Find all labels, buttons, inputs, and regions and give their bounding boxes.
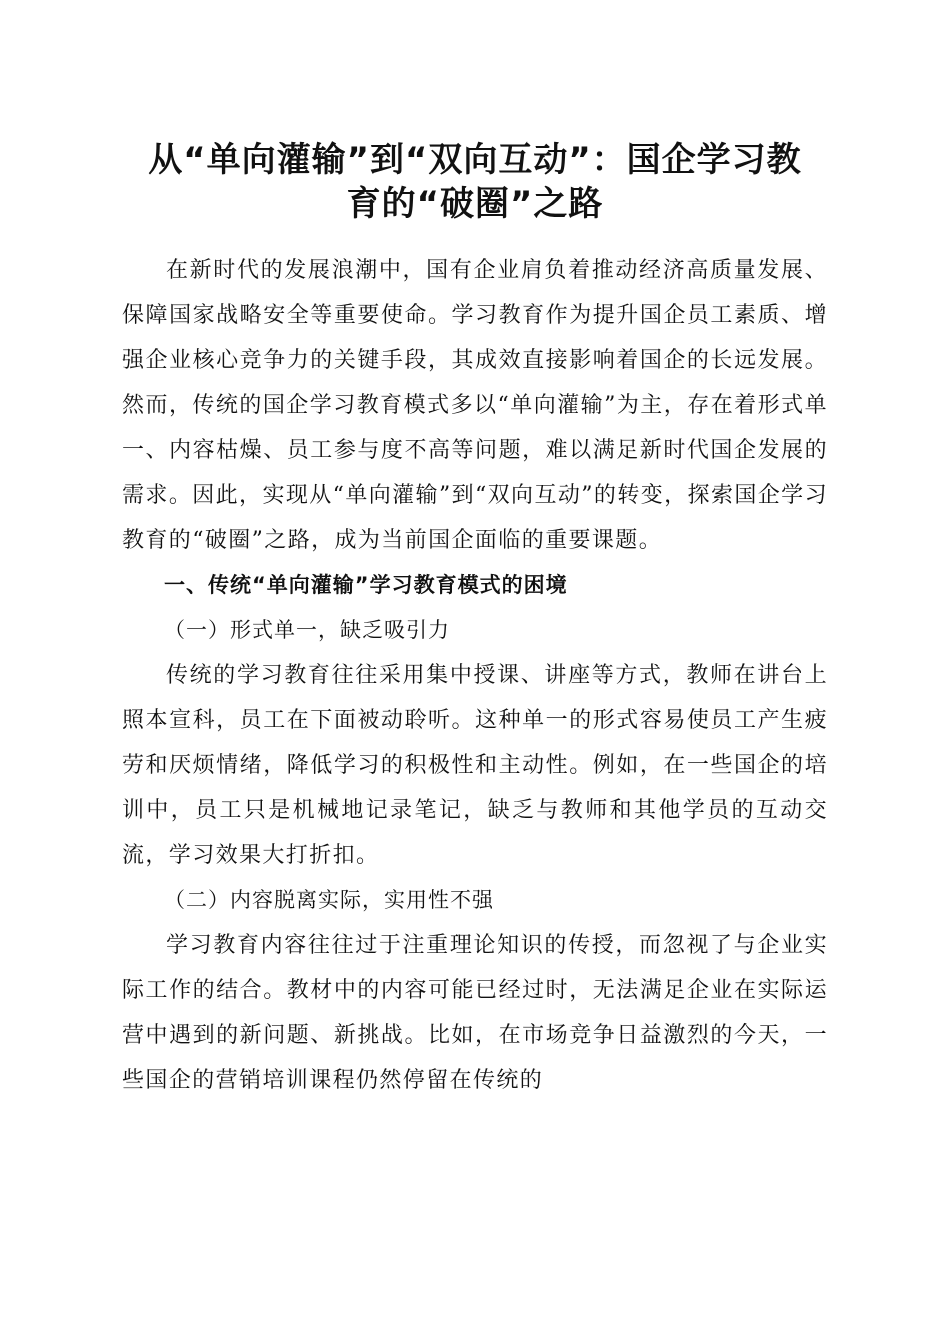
title-line-2: 育的“破圈”之路 — [346, 184, 604, 224]
subsection-heading-2: （二）内容脱离实际，实用性不强 — [164, 888, 494, 912]
section-heading-1: 一、传统“单向灌输”学习教育模式的困境 — [164, 573, 568, 597]
body-paragraph: 学习教育内容往往过于注重理论知识的传授，而忽视了与企业实际工作的结合。教材中的内容可能已经过时，无法满足企业在实际运营中遇到的新问题、新挑战。比如，在市场竞争日益激烈的今天，一些国企的营销培训课程仍然停留在传统的 — [122, 933, 828, 1093]
intro-paragraph: 在新时代的发展浪潮中，国有企业肩负着推动经济高质量发展、保障国家战略安全等重要使命。学习教育作为提升国企员工素质、增强企业核心竞争力的关键手段，其成效直接影响着国企的长远发展。然而，传统的国企学习教育模式多以“单向灌输”为主，存在着形式单一、内容枯燥、员工参与度不高等问题，难以满足新时代国企发展的需求。因此，实现从“单向灌输”到“双向互动”的转变，探索国企学习教育的“破圈”之路，成为当前国企面临的重要课题。 — [122, 258, 828, 553]
document-body — [122, 248, 828, 1103]
title-line-1: 从“单向灌输”到“双向互动”：国企学习教 — [148, 140, 802, 180]
subsection-heading-1: （一）形式单一，缺乏吸引力 — [164, 618, 450, 642]
body-paragraph: 传统的学习教育往往采用集中授课、讲座等方式，教师在讲台上照本宣科，员工在下面被动聆听。这种单一的形式容易使员工产生疲劳和厌烦情绪，降低学习的积极性和主动性。例如，在一些国企的培训中，员工只是机械地记录笔记，缺乏与教师和其他学员的互动交流，学习效果大打折扣。 — [122, 663, 828, 868]
document-title — [110, 138, 840, 226]
